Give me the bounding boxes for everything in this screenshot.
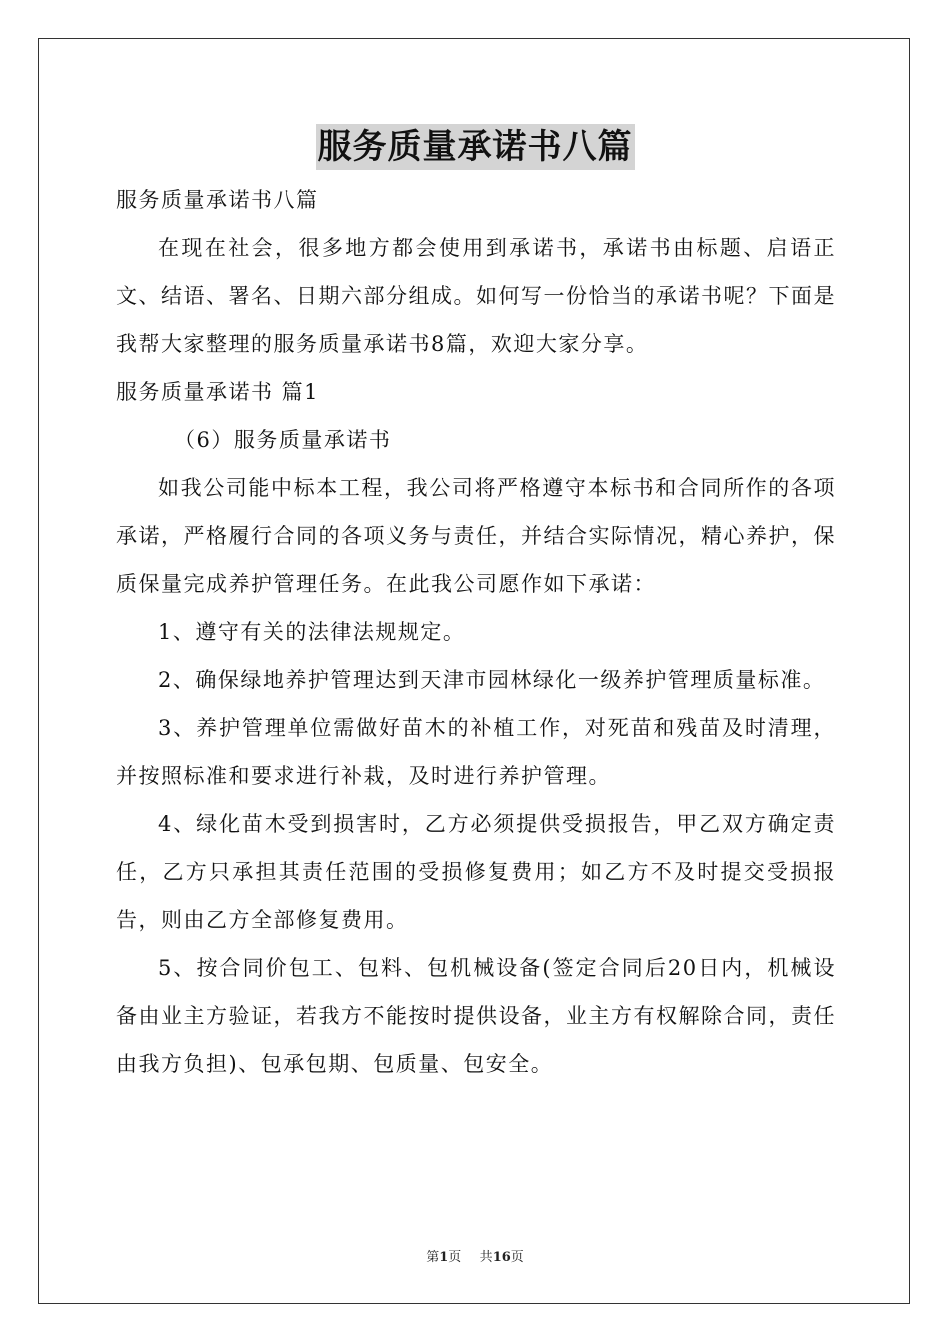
page-number: 1 — [439, 1250, 449, 1265]
subtitle: 服务质量承诺书八篇 — [116, 188, 319, 212]
page-prefix: 第 — [426, 1250, 440, 1265]
page-suffix: 页 — [448, 1250, 462, 1265]
document-body — [116, 176, 836, 1088]
section-heading: 服务质量承诺书 篇1 — [116, 380, 320, 404]
page-title: 服务质量承诺书八篇 — [316, 124, 635, 170]
commitment-item-5: 5、按合同价包工、包料、包机械设备(签定合同后20日内，机械设备由业主方验证，若我方不能按时提供设备，业主方有权解除合同，责任由我方负担)、包承包期、包质量、包安全。 — [116, 956, 836, 1076]
commitment-item-4: 4、绿化苗木受到损害时，乙方必须提供受损报告，甲乙双方确定责任，乙方只承担其责任范围的受损修复费用；如乙方不及时提交受损报告，则由乙方全部修复费用。 — [116, 812, 836, 932]
commitment-item-3: 3、养护管理单位需做好苗木的补植工作，对死苗和残苗及时清理，并按照标准和要求进行补栽，及时进行养护管理。 — [116, 716, 836, 788]
intro-paragraph: 在现在社会，很多地方都会使用到承诺书，承诺书由标题、启语正文、结语、署名、日期六部分组成。如何写一份恰当的承诺书呢？下面是我帮大家整理的服务质量承诺书8篇，欢迎大家分享。 — [116, 236, 836, 356]
title-wrap — [0, 124, 950, 170]
total-pages: 16 — [492, 1250, 511, 1265]
section-subheading: （6）服务质量承诺书 — [174, 428, 392, 452]
total-prefix: 共 — [479, 1250, 493, 1265]
page-footer — [0, 1246, 950, 1265]
commitment-item-1: 1、遵守有关的法律法规规定。 — [158, 620, 466, 644]
total-suffix: 页 — [510, 1250, 524, 1265]
section-body-paragraph: 如我公司能中标本工程，我公司将严格遵守本标书和合同所作的各项承诺，严格履行合同的各项义务与责任，并结合实际情况，精心养护，保质保量完成养护管理任务。在此我公司愿作如下承诺： — [116, 476, 836, 596]
commitment-item-2: 2、确保绿地养护管理达到天津市园林绿化一级养护管理质量标准。 — [158, 668, 826, 692]
